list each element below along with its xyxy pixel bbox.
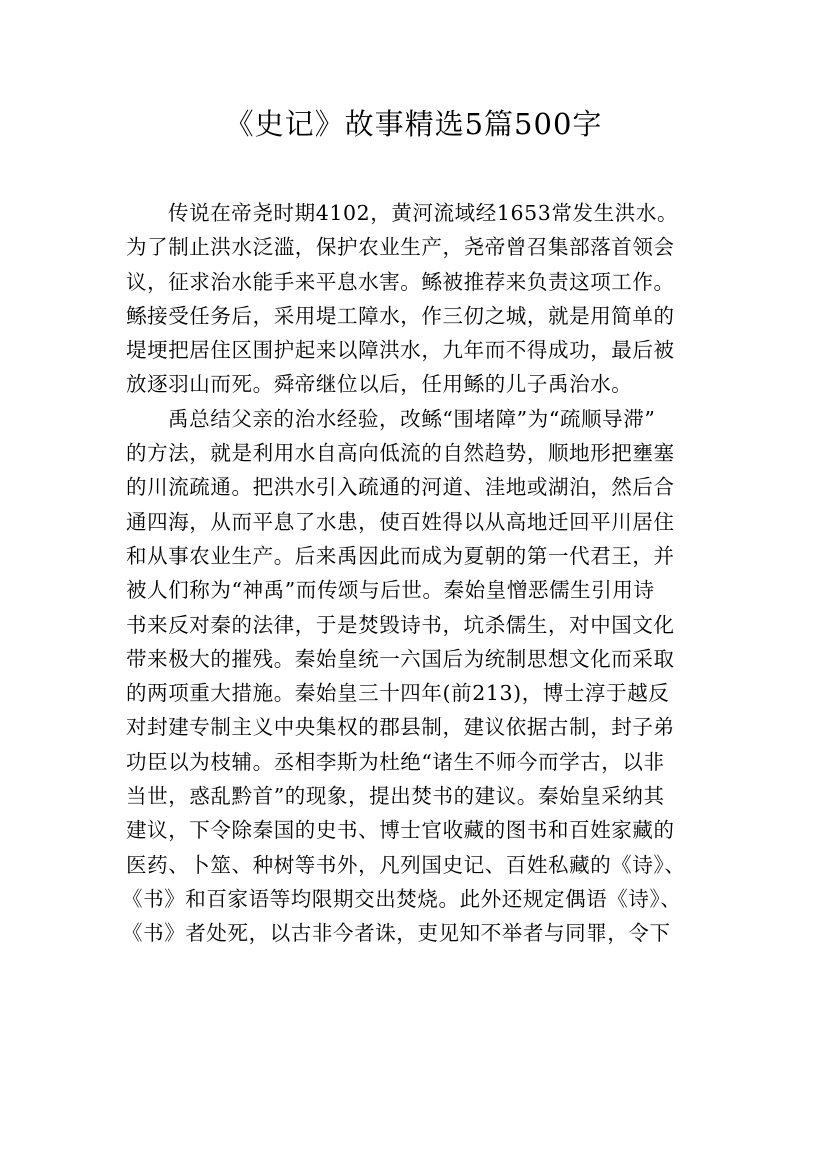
- paragraph-line: 《书》和百家语等均限期交出焚烧。此外还规定偶语《诗》、: [122, 886, 682, 911]
- paragraph-line: 的川流疏通。把洪水引入疏通的河道、洼地或湖泊，然后合: [126, 475, 675, 500]
- paragraph-line: 鲧接受任务后，采用堤工障水，作三仞之城，就是用简单的: [126, 303, 675, 328]
- paragraph-line: 议，征求治水能手来平息水害。鲧被推荐来负责这项工作。: [126, 269, 675, 294]
- paragraph-line: 的方法，就是利用水自高向低流的自然趋势，顺地形把壅塞: [126, 441, 675, 466]
- paragraph-line: 禹总结父亲的治水经验，改鲧“围堵障”为“疏顺导滞”: [168, 406, 656, 431]
- document-title: 《史记》故事精选5篇500字: [224, 107, 603, 141]
- paragraph-line: 堤埂把居住区围护起来以障洪水，九年而不得成功，最后被: [126, 338, 675, 363]
- paragraph-line: 和从事农业生产。后来禹因此而成为夏朝的第一代君王，并: [126, 543, 675, 568]
- paragraph-line: 为了制止洪水泛滥，保护农业生产，尧帝曾召集部落首领会: [126, 235, 675, 260]
- paragraph-line: 当世，惑乱黔首”的现象，提出焚书的建议。秦始皇采纳其: [126, 784, 665, 809]
- paragraph-line: 功臣以为枝辅。丞相李斯为杜绝“诸生不师今而学古，以非: [126, 749, 665, 774]
- paragraph-line: 带来极大的摧残。秦始皇统一六国后为统制思想文化而采取: [126, 646, 675, 671]
- paragraph-line: 放逐羽山而死。舜帝继位以后，任用鲧的儿子禹治水。: [126, 372, 633, 397]
- document-body: [122, 196, 726, 951]
- paragraph-line: 医药、卜筮、种树等书外，凡列国史记、百姓私藏的《诗》、: [126, 852, 686, 877]
- paragraph-line: 书来反对秦的法律，于是焚毁诗书，坑杀儒生，对中国文化: [126, 612, 675, 637]
- paragraph-line: 被人们称为“神禹”而传颂与后世。秦始皇憎恶儒生引用诗: [126, 578, 655, 603]
- paragraph-line: 通四海，从而平息了水患，使百姓得以从高地迁回平川居住: [126, 509, 675, 534]
- paragraph-line: 建议，下令除秦国的史书、博士官收藏的图书和百姓家藏的: [126, 818, 675, 843]
- paragraph-line: 对封建专制主义中央集权的郡县制，建议依据古制，封子弟: [126, 715, 675, 740]
- paragraph-line: 的两项重大措施。秦始皇三十四年(前213)，博士淳于越反: [126, 681, 670, 706]
- paragraph-line: 传说在帝尧时期4102，黄河流域经1653常发生洪水。: [168, 201, 679, 225]
- paragraph-line: 《书》者处死，以古非今者诛，吏见知不举者与同罪，令下: [122, 921, 671, 946]
